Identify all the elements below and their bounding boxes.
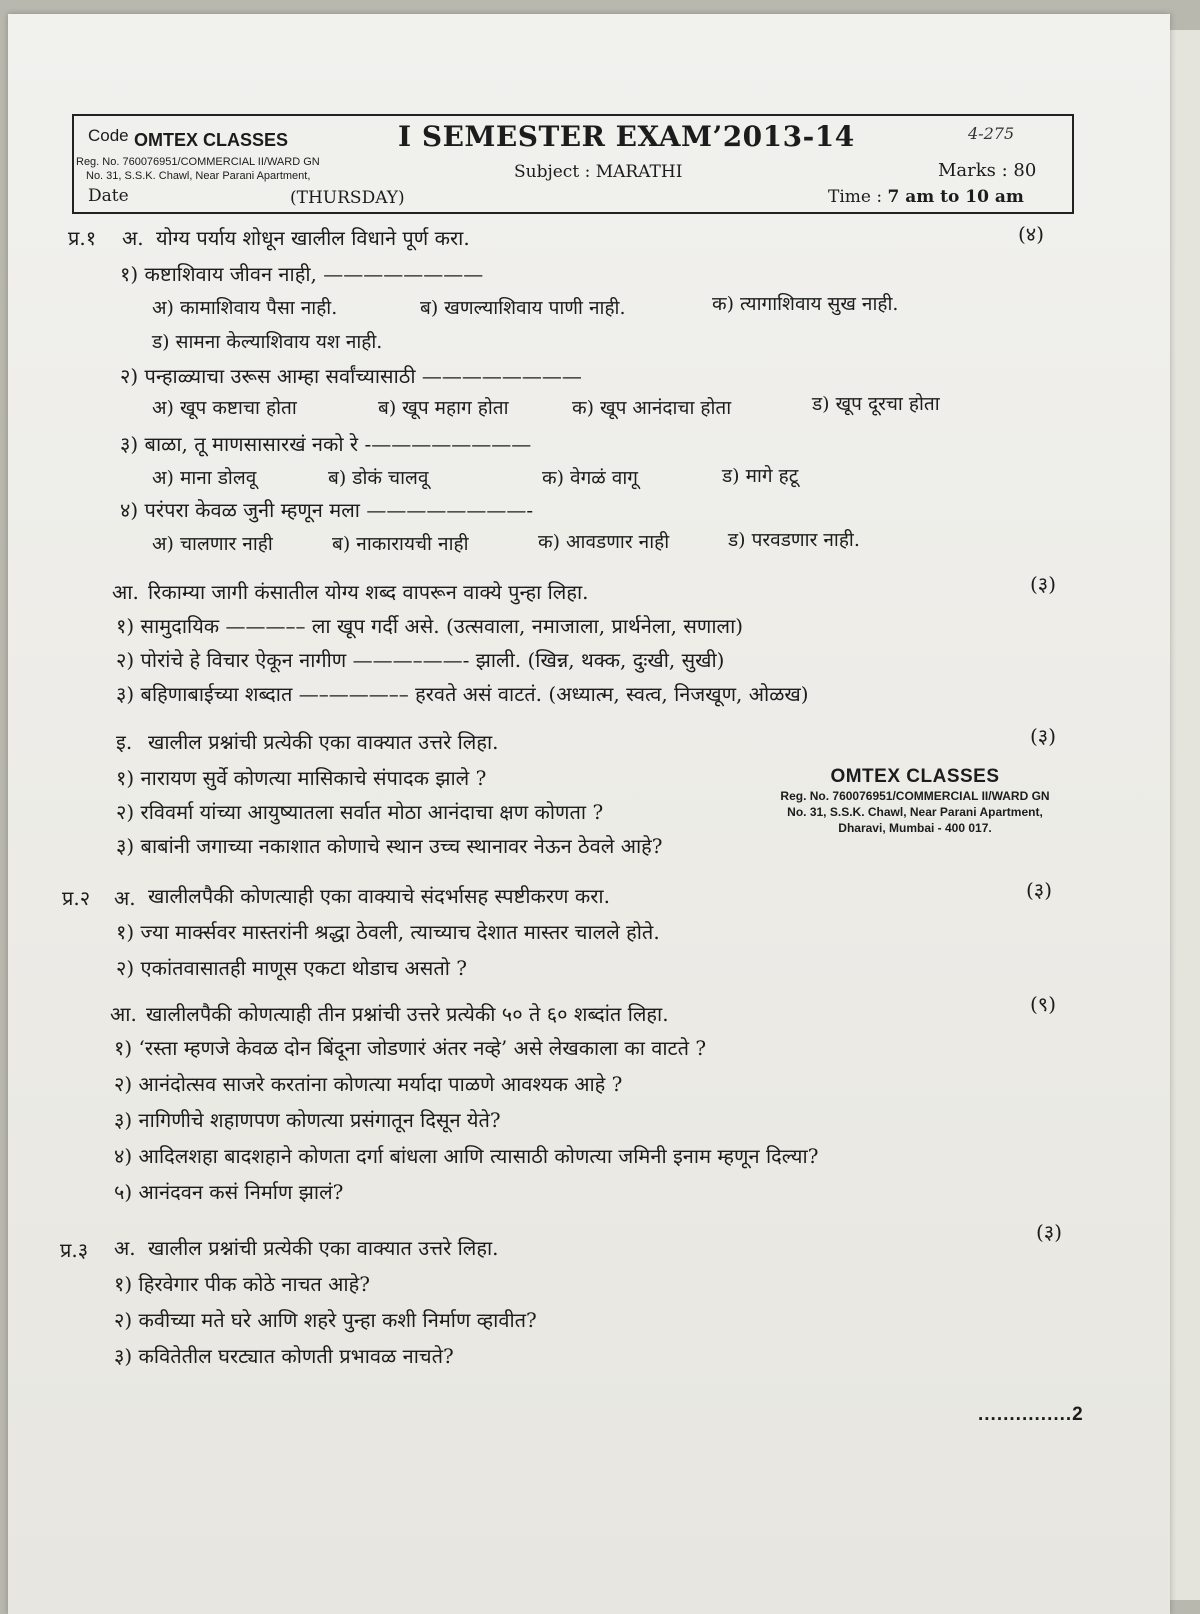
q2aa-item-3: ३) नागिणीचे शहाणपण कोणत्या प्रसंगातून दिसून येते? (114, 1108, 501, 1132)
q1a-item2-stem: २) पन्हाळ्याचा उरूस आम्हा सर्वांच्यासाठी ———————— (120, 364, 582, 388)
q1aa-item-3: ३) बहिणाबाईच्या शब्दात —–———–– हरवते असं वाटतं. (अध्यात्म, स्वत्व, निजखूण, ओळख) (116, 682, 809, 706)
q1i-marks: (३) (1030, 724, 1057, 748)
q2aa-item-5: ५) आनंदवन कसं निर्माण झालं? (114, 1180, 344, 1204)
q1a-item2-option-d: ड) खूप दूरचा होता (812, 393, 940, 415)
exam-time (828, 187, 1024, 207)
q1a-item4-stem: ४) परंपरा केवळ जुनी म्हणून मला ————————- (120, 498, 534, 522)
q1i-item-2: २) रविवर्मा यांच्या आयुष्यातला सर्वात मोठा आनंदाचा क्षण कोणता ? (116, 800, 604, 824)
q1a-item3-option-b: ब) डोकं चालवू (328, 467, 429, 489)
q1a-item2-option-b: ब) खूप महाग होता (378, 397, 509, 419)
time-label: Time : (828, 187, 888, 207)
q3a-instruction: खालील प्रश्नांची प्रत्येकी एका वाक्यात उत्तरे लिहा. (148, 1236, 499, 1260)
q2aa-label: आ. (110, 1002, 137, 1026)
q3-number: प्र.३ (60, 1238, 89, 1262)
q1aa-item-2: २) पोरांचे हे विचार ऐकून नागीण ———–——- झाली. (खिन्न, थक्क, दुःखी, सुखी) (116, 648, 725, 672)
total-marks: Marks : 80 (938, 160, 1037, 181)
exam-title: I SEMESTER EXAM’2013-14 (398, 120, 855, 153)
q1a-item2-option-a: अ) खूप कष्टाचा होता (152, 397, 297, 419)
reference-number: 4-275 (968, 124, 1015, 143)
q1a-item4-option-a: अ) चालणार नाही (152, 533, 273, 555)
stamp-address-line: No. 31, S.S.K. Chawl, Near Parani Apartment, (787, 805, 1043, 819)
q1a-item4-option-d: ड) परवडणार नाही. (728, 529, 860, 551)
q1a-item3-option-d: ड) मागे हटू (722, 465, 799, 487)
header-address-line: No. 31, S.S.K. Chawl, Near Parani Apartment, (86, 170, 311, 182)
q2aa-instruction: खालीलपैकी कोणत्याही तीन प्रश्नांची उत्तरे प्रत्येकी ५० ते ६० शब्दांत लिहा. (146, 1002, 669, 1026)
q1a-item1-option-a: अ) कामाशिवाय पैसा नाही. (152, 297, 338, 319)
q3a-marks: (३) (1036, 1220, 1063, 1244)
date-value: (THURSDAY) (290, 188, 405, 208)
q2a-label: अ. (114, 886, 136, 910)
q1a-item2-option-c: क) खूप आनंदाचा होता (572, 397, 732, 419)
header-reg-line: Reg. No. 760076951/COMMERCIAL II/WARD GN (76, 156, 320, 168)
q1a-label: अ. (122, 226, 144, 250)
q3a-item-3: ३) कवितेतील घरट्यात कोणती प्रभावळ नाचते? (114, 1344, 454, 1368)
q2a-instruction: खालीलपैकी कोणत्याही एका वाक्याचे संदर्भासह स्पष्टीकरण करा. (148, 884, 610, 908)
time-value: 7 am to 10 am (887, 187, 1024, 207)
q2aa-item-1: १) ‘रस्ता म्हणजे केवळ दोन बिंदूना जोडणारं अंतर नव्हे’ असे लेखकाला का वाटते ? (114, 1036, 707, 1060)
q1i-label: इ. (116, 730, 133, 754)
stamp-reg-line: Reg. No. 760076951/COMMERCIAL II/WARD GN (780, 789, 1050, 803)
q1a-item4-option-b: ब) नाकारायची नाही (332, 533, 469, 555)
q1a-instruction: योग्य पर्याय शोधून खालील विधाने पूर्ण करा. (156, 226, 470, 250)
q2aa-item-4: ४) आदिलशहा बादशहाने कोणता दर्गा बांधला आणि त्यासाठी कोणत्या जमिनी इनाम म्हणून दिल्या? (114, 1144, 819, 1168)
q1a-item1-option-c: क) त्यागाशिवाय सुख नाही. (712, 293, 899, 315)
q1i-instruction: खालील प्रश्नांची प्रत्येकी एका वाक्यात उत्तरे लिहा. (148, 730, 499, 754)
q2a-item-2: २) एकांतवासातही माणूस एकटा थोडाच असतो ? (116, 956, 467, 980)
q1a-marks: (४) (1018, 222, 1045, 246)
q3a-label: अ. (114, 1236, 136, 1260)
q2aa-item-2: २) आनंदोत्सव साजरे करतांना कोणत्या मर्यादा पाळणे आवश्यक आहे ? (114, 1072, 623, 1096)
q1a-item1-option-b: ब) खणल्याशिवाय पाणी नाही. (420, 297, 626, 319)
q2a-item-1: १) ज्या मार्क्सवर मास्तरांनी श्रद्धा ठेवली, त्याच्याच देशात मास्तर चालले होते. (116, 920, 660, 944)
q1-number: प्र.१ (68, 226, 97, 250)
q3a-item-1: १) हिरवेगार पीक कोठे नाचत आहे? (114, 1272, 370, 1296)
q1a-item1-stem: १) कष्टाशिवाय जीवन नाही, ———————— (120, 262, 484, 286)
q2aa-marks: (९) (1030, 992, 1057, 1016)
subject: Subject : MARATHI (514, 162, 683, 182)
q1i-item-3: ३) बाबांनी जगाच्या नकाशात कोणाचे स्थान उच्च स्थानावर नेऊन ठेवले आहे? (116, 834, 663, 858)
q1i-item-1: १) नारायण सुर्वे कोणत्या मासिकाचे संपादक झाले ? (116, 766, 487, 790)
date-label: Date (88, 186, 129, 206)
q1a-item1-option-d: ड) सामना केल्याशिवाय यश नाही. (152, 331, 383, 353)
q1a-item3-stem: ३) बाळा, तू माणसासारखं नको रे -———————— (120, 432, 532, 456)
omtex-stamp (760, 766, 1070, 836)
header-brand: OMTEX CLASSES (134, 130, 289, 150)
q1aa-item-1: १) सामुदायिक ———–– ला खूप गर्दी असे. (उत्सवाला, नमाजाला, प्रार्थनेला, सणाला) (116, 614, 744, 638)
q1aa-label: आ. (112, 580, 139, 604)
q3a-item-2: २) कवीच्या मते घरे आणि शहरे पुन्हा कशी निर्माण व्हावीत? (114, 1308, 537, 1332)
stamp-title: OMTEX CLASSES (830, 766, 1000, 787)
stamp-city-line: Dharavi, Mumbai - 400 017. (838, 821, 992, 835)
q2a-marks: (३) (1026, 878, 1053, 902)
q1a-item3-option-c: क) वेगळं वागू (542, 467, 638, 489)
next-page-indicator: ...............2 (978, 1404, 1084, 1425)
code-label: Code (88, 126, 129, 145)
q2-number: प्र.२ (62, 886, 91, 910)
q1aa-marks: (३) (1030, 572, 1057, 596)
q1aa-instruction: रिकाम्या जागी कंसातील योग्य शब्द वापरून वाक्ये पुन्हा लिहा. (148, 580, 589, 604)
q1a-item4-option-c: क) आवडणार नाही (538, 531, 670, 553)
q1a-item3-option-a: अ) माना डोलवू (152, 467, 257, 489)
